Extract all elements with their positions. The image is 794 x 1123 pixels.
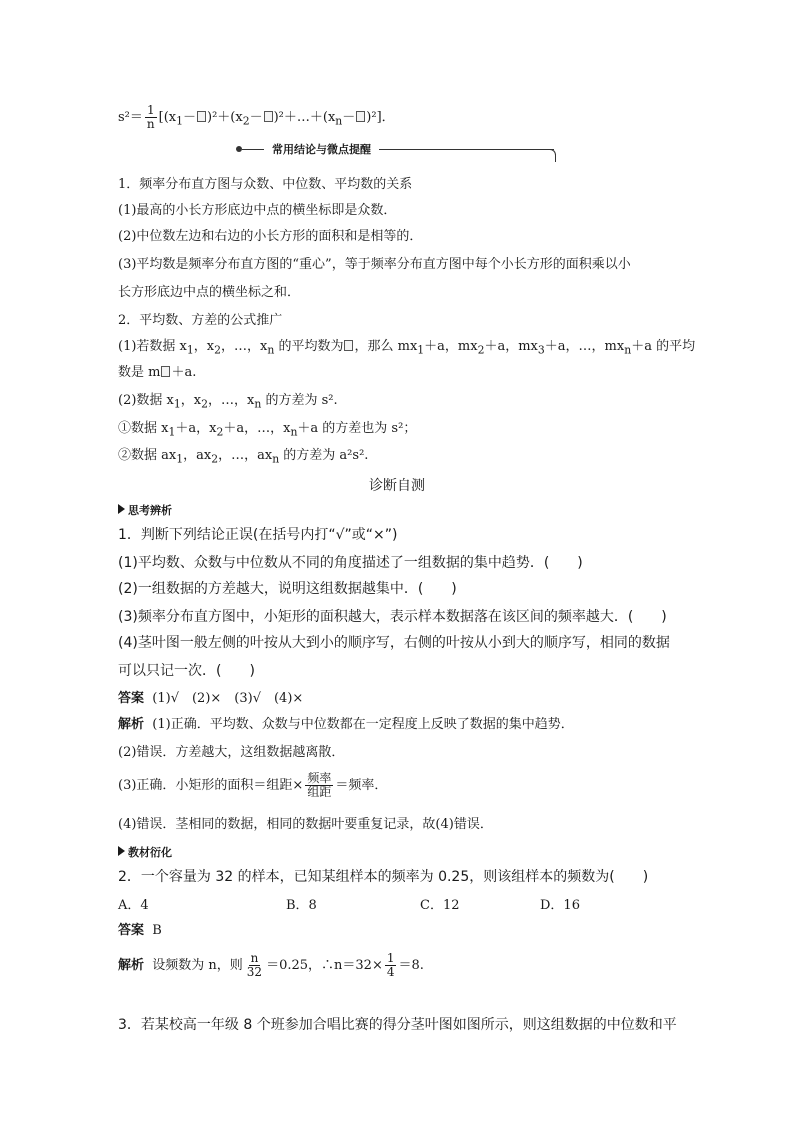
triangle-marker-icon bbox=[118, 846, 125, 856]
question-3-title: 3．若某校高一年级 8 个班参加合唱比赛的得分茎叶图如图所示，则这组数据的中位数和平 bbox=[118, 1017, 677, 1033]
answer-row: 答案 (1)√ (2)× (3)√ (4)× bbox=[118, 691, 304, 706]
generalization-2-case-1: ①数据 $x_1+a$，$x_2+a$，…，$x_n+a$ 的方差也为 s²； bbox=[118, 421, 417, 439]
question-2-answer: 答案 B bbox=[118, 923, 162, 938]
fraction-n-over-32: $\frac{n}{32}$ bbox=[246, 951, 263, 979]
fraction-1-over-4: $\frac{1}{4}$ bbox=[386, 951, 395, 979]
question-1-item-4-cont: 可以只记一次．( ) bbox=[118, 663, 255, 679]
conclusion-heading-1: 1．频率分布直方图与众数、中位数、平均数的关系 bbox=[118, 177, 413, 192]
question-2-option-a: A．4 bbox=[118, 898, 149, 913]
banner-hook bbox=[549, 149, 556, 162]
banner-label: 常用结论与微点提醒 bbox=[264, 142, 379, 158]
question-1-item-4: (4)茎叶图一般左侧的叶按从大到小的顺序写，右侧的叶按从小到大的顺序写，相同的数据 bbox=[118, 635, 670, 651]
explain-row-3: (3)正确．小矩形的面积＝组距× $\frac{\text{频率}}{\text{组距}}$ ＝频率． bbox=[118, 771, 388, 799]
variance-formula: s²＝ $\frac{1}{n}$ [$(x_1- )^2+(x_2-$ )$^2+\dots+(x_n- )^2$]． bbox=[118, 103, 395, 131]
triangle-marker-icon bbox=[118, 504, 125, 514]
section-banner bbox=[236, 142, 556, 164]
question-2-option-b: B．8 bbox=[286, 898, 317, 913]
x-bar-symbol bbox=[264, 111, 273, 122]
explain-row-1: 解析 (1)正确．平均数、众数与中位数都在一定程度上反映了数据的集中趋势． bbox=[118, 717, 574, 732]
fraction-frequency-over-width: $\frac{\text{频率}}{\text{组距}}$ bbox=[307, 771, 332, 799]
question-2-explain: 解析 设频数为 n，则 $\frac{n}{32}$ ＝0.25，∴n＝32× $\frac{1}{4}$ ＝8. bbox=[118, 951, 424, 979]
generalization-2: (2)数据 $x_1$，$x_2$，…，$x_n$ 的方差为 s². bbox=[118, 393, 338, 411]
question-1-item-3: (3)频率分布直方图中，小矩形的面积越大，表示样本数据落在该区间的频率越大．( ) bbox=[118, 609, 667, 625]
conclusion-item-2: (2)中位数左边和右边的小长方形的面积和是相等的． bbox=[118, 229, 423, 244]
explain-row-4: (4)错误．茎相同的数据，相同的数据叶要重复记录，故(4)错误． bbox=[118, 817, 493, 832]
question-2-option-d: D．16 bbox=[540, 898, 580, 913]
question-2-option-c: C．12 bbox=[420, 898, 460, 913]
x-bar-symbol bbox=[197, 111, 206, 122]
section-title: 诊断自测 bbox=[369, 478, 425, 494]
generalization-1-cont: 数是 m ＋a. bbox=[118, 365, 197, 380]
x-bar-symbol bbox=[161, 366, 170, 377]
question-1-item-2: (2)一组数据的方差越大，说明这组数据越集中．( ) bbox=[118, 581, 457, 597]
explain-row-2: (2)错误．方差越大，这组数据越离散． bbox=[118, 745, 345, 760]
question-1-item-1: (1)平均数、众数与中位数从不同的角度描述了一组数据的集中趋势．( ) bbox=[118, 555, 583, 571]
subsection-marker-textbook: 教材衍化 bbox=[118, 844, 172, 862]
fraction-1-over-n: $\frac{1}{n}$ bbox=[146, 103, 155, 131]
conclusion-item-3-cont: 长方形底边中点的横坐标之和． bbox=[118, 285, 301, 300]
x-bar-symbol bbox=[344, 340, 353, 351]
conclusion-heading-2: 2．平均数、方差的公式推广 bbox=[118, 313, 283, 328]
conclusion-item-3: (3)平均数是频率分布直方图的“重心”，等于频率分布直方图中每个小长方形的面积乘以小 bbox=[118, 257, 631, 272]
question-1-title: 1．判断下列结论正误(在括号内打“√”或“×”) bbox=[118, 527, 398, 543]
x-bar-symbol bbox=[356, 111, 365, 122]
conclusion-item-1: (1)最高的小长方形底边中点的横坐标即是众数． bbox=[118, 203, 397, 218]
generalization-2-case-2: ②数据 $ax_1$，$ax_2$，…，$ax_n$ 的方差为 a²s². bbox=[118, 448, 369, 466]
generalization-1: (1)若数据 $x_1$，$x_2$，…，$x_n$ 的平均数为 ，那么 $mx_1+a$，$mx_2+a$，$mx_3+a$，…，$mx_n+a$ 的平均 bbox=[118, 339, 696, 357]
subsection-marker-thinking: 思考辨析 bbox=[118, 502, 172, 520]
question-2-title: 2．一个容量为 32 的样本，已知某组样本的频率为 0.25，则该组样本的频数为( ) bbox=[118, 869, 649, 885]
